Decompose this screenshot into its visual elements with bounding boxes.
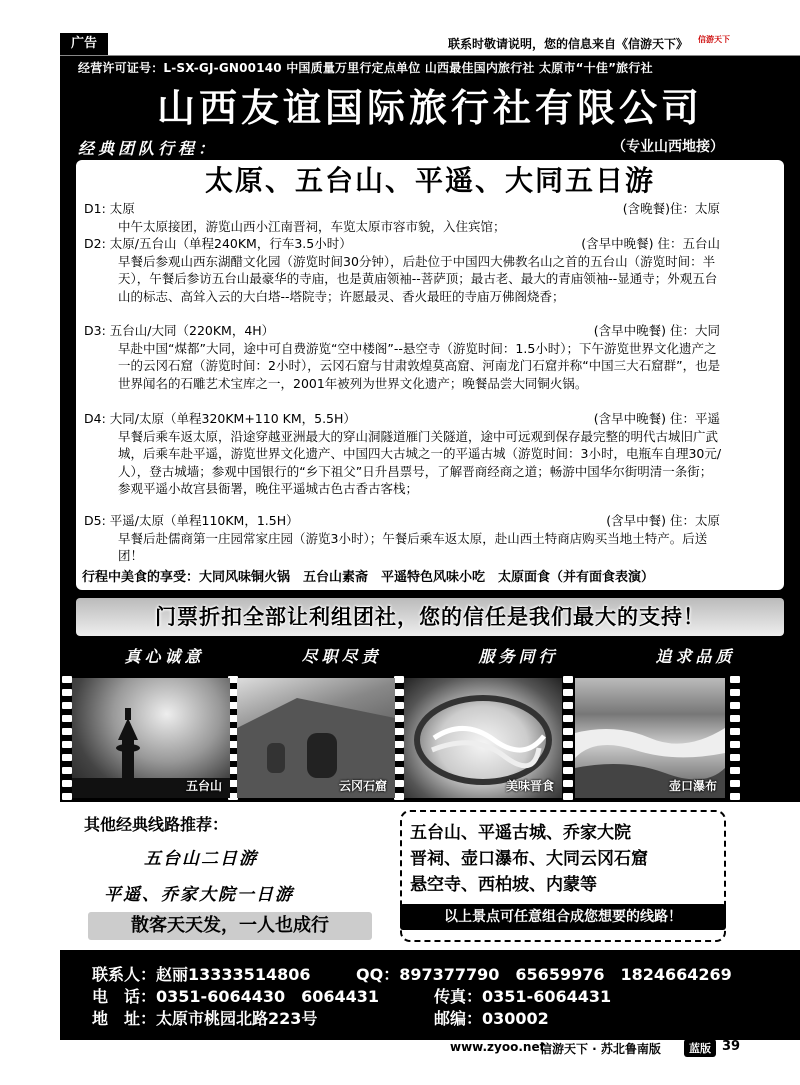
contact-phone-label: 电 话：	[92, 987, 157, 1006]
spot-line: 五台山、平遥古城、乔家大院	[410, 823, 631, 843]
day-body: 早餐后参观山西东湖醋文化园（游览时间30分钟），后赴位于中国四大佛教名山之首的五台山（游览时间：半天），午餐后参访五台山最豪华的寺庙，也是黄庙领袖--菩萨顶；最古老、最大的青庙领袖--显通寺；外观五台山的标志、高耸入云的大白塔--塔院寺；许愿最灵、香火最旺的寺庙万佛阁烧香；	[118, 253, 718, 304]
film-perforation	[62, 780, 72, 787]
itinerary-title: 太原、五台山、平遥、大同五日游	[204, 164, 655, 197]
contact-zip-label: 邮编：	[434, 1009, 483, 1028]
motto: 追求品质	[655, 647, 736, 666]
day-id: D5:	[84, 513, 106, 528]
local-tag: （专业山西地接）	[612, 139, 724, 155]
film-perforation	[394, 689, 404, 696]
route-item: 五台山二日游	[144, 849, 258, 869]
motto: 尽职尽责	[301, 647, 382, 666]
film-perforation	[730, 767, 740, 774]
day-id: D3:	[84, 323, 106, 338]
photo-caption: 五台山	[185, 779, 222, 793]
day-body: 早赴中国“煤都”大同，途中可自费游览“空中楼阁”--悬空寺（游览时间：1.5小时）；下午游览世界文化遗产之一的云冈石窟（游览时间：2小时），云冈石窟与甘肃敦煌莫高窟、河南龙门石窟并称“中国三大石窟群”，也是世界闻名的石雕艺术宝库之一，2001年被列为世界文化遗产；晚餐品尝大同铜火锅。	[118, 340, 721, 391]
film-perforation	[730, 793, 740, 800]
photo-wutaishan	[72, 678, 230, 798]
film-perforation	[62, 689, 72, 696]
contact-note: 联系时敬请说明，您的信息来自《信游天下》	[447, 37, 688, 51]
day-meals: (含早中晚餐) 住：五台山	[581, 236, 720, 251]
film-perforation	[394, 715, 404, 722]
film-perforation	[394, 767, 404, 774]
ad-tag: 广告	[60, 33, 108, 55]
film-perforation	[62, 702, 72, 709]
film-perforation	[563, 689, 573, 696]
route-item: 平遥、乔家大院一日游	[104, 885, 294, 905]
contact-fax-value: 0351-6064431	[482, 987, 612, 1006]
contact-qq-value: 897377790 65659976 1824664269	[399, 965, 732, 984]
day-5	[84, 512, 724, 565]
day-2	[84, 235, 724, 305]
contact-zip	[434, 1006, 549, 1029]
film-perforation	[62, 728, 72, 735]
film-perforation	[730, 754, 740, 761]
contact-address	[92, 1006, 317, 1029]
day-id: D4:	[84, 411, 106, 426]
top-bar	[60, 33, 800, 56]
film-perforation	[730, 728, 740, 735]
photo-hukou	[575, 678, 725, 798]
film-perforation	[62, 793, 72, 800]
food-line: 行程中美食的享受：大同风味铜火锅 五台山素斋 平遥特色风味小吃 太原面食（并有面食表演）	[82, 570, 655, 585]
magazine-logo	[692, 36, 736, 52]
spot-line: 悬空寺、西柏坡、内蒙等	[410, 875, 597, 895]
motto: 服务同行	[478, 647, 559, 666]
film-perforation	[62, 741, 72, 748]
film-perforation	[563, 676, 573, 683]
contact-fax	[434, 984, 611, 1007]
day-meals: (含晚餐)住：太原	[622, 201, 720, 216]
day-meals: (含早中餐) 住：太原	[606, 513, 720, 528]
day-3	[84, 322, 724, 392]
spot-line: 晋祠、壶口瀑布、大同云冈石窟	[410, 849, 648, 869]
contact-qq	[356, 962, 732, 985]
day-id: D1:	[84, 201, 106, 216]
contact-address-label: 地 址：	[92, 1009, 157, 1028]
film-perforation	[730, 715, 740, 722]
film-perforation	[730, 741, 740, 748]
footer-edition: 蓝版	[684, 1039, 716, 1057]
contact-fax-label: 传真：	[434, 987, 483, 1006]
mottos-row	[76, 644, 784, 667]
day-4	[84, 410, 724, 498]
footer-page-number: 39	[722, 1039, 741, 1054]
footer-url: www.zyoo.net	[450, 1040, 546, 1054]
film-perforation	[730, 780, 740, 787]
film-perforation	[563, 780, 573, 787]
slogan-banner: 门票折扣全部让利组团社，您的信任是我们最大的支持！	[76, 598, 784, 636]
photo-caption: 壶口瀑布	[668, 779, 717, 793]
day-route: 大同/太原（单程320KM+110 KM，5.5H）	[109, 411, 356, 426]
day-body: 早餐后乘车返太原，沿途穿越亚洲最大的穿山洞隧道雁门关隧道，途中可远观到保存最完整的明代古城旧广武城，后乘车赴平遥，游览世界文化遗产、中国四大古城之一的平遥古城（游览时间：3小时，电瓶车自理30元/人），登古城墙；参观中国银行的“乡下祖父”日升昌票号，了解晋商经商之道；畅游中国华尔街明清一条街；参观平遥小故宫县衙署，晚住平遥城古色古香古客栈；	[118, 428, 722, 496]
film-perforation	[563, 728, 573, 735]
contact-zip-value: 030002	[482, 1009, 549, 1028]
contact-person	[92, 962, 310, 985]
film-perforation	[394, 793, 404, 800]
day-meals: (含早中晚餐) 住：大同	[593, 323, 720, 338]
film-perforation	[563, 715, 573, 722]
daily-departure-banner: 散客天天发，一人也成行	[88, 912, 372, 940]
day-route: 太原	[109, 201, 135, 216]
contact-person-value: 赵丽13333514806	[156, 965, 311, 984]
film-perforation	[563, 793, 573, 800]
contact-qq-label: QQ：	[356, 965, 400, 984]
license-line: 经营许可证号：L-SX-GJ-GN00140 中国质量万里行定点单位 山西最佳国内旅行社 太原市“十佳”旅行社	[78, 61, 653, 75]
magazine-logo-text: 信游天下	[698, 35, 730, 44]
day-route: 太原/五台山（单程240KM，行车3.5小时）	[109, 236, 352, 251]
film-perforation	[62, 754, 72, 761]
contact-address-value: 太原市桃园北路223号	[156, 1009, 318, 1028]
day-route: 五台山/大同（220KM，4H）	[109, 323, 275, 338]
film-perforation	[730, 702, 740, 709]
contact-phone	[92, 984, 379, 1007]
day-body: 早餐后赴儒商第一庄园常家庄园（游览3小时）；午餐后乘车返太原，赴山西土特商店购买当地土特产。后送团！	[118, 530, 708, 563]
photo-caption: 美味晋食	[505, 779, 554, 793]
film-perforation	[394, 780, 404, 787]
film-perforation	[62, 676, 72, 683]
film-perforation	[394, 676, 404, 683]
film-perforation	[730, 676, 740, 683]
film-perforation	[563, 754, 573, 761]
contact-phone-value: 0351-6064430 6064431	[156, 987, 380, 1006]
day-meals: (含早中晚餐) 住：平遥	[593, 411, 720, 426]
day-1	[84, 200, 724, 235]
motto: 真心诚意	[124, 647, 205, 666]
film-perforation	[62, 767, 72, 774]
section-label: 经典团队行程：	[78, 139, 219, 158]
photo-yungang	[237, 678, 395, 798]
film-perforation	[394, 741, 404, 748]
day-route: 平遥/太原（单程110KM，1.5H）	[109, 513, 299, 528]
film-perforation	[730, 689, 740, 696]
film-perforation	[563, 767, 573, 774]
day-body: 中午太原接团，游览山西小江南晋祠，车览太原市容市貌，入住宾馆；	[118, 218, 506, 234]
company-name: 山西友谊国际旅行社有限公司	[156, 86, 703, 130]
film-perforation	[394, 702, 404, 709]
footer-magazine: 信游天下 · 苏北鲁南版	[540, 1042, 661, 1056]
film-perforation	[394, 728, 404, 735]
contact-person-label: 联系人：	[92, 965, 157, 984]
film-perforation	[62, 715, 72, 722]
photo-caption: 云冈石窟	[338, 779, 387, 793]
photo-food	[404, 678, 562, 798]
film-perforation	[394, 754, 404, 761]
day-id: D2:	[84, 236, 106, 251]
film-perforation	[563, 702, 573, 709]
film-perforation	[563, 741, 573, 748]
other-routes-title: 其他经典线路推荐：	[84, 815, 229, 834]
combine-note: 以上景点可任意组合成您想要的线路！	[400, 904, 726, 930]
